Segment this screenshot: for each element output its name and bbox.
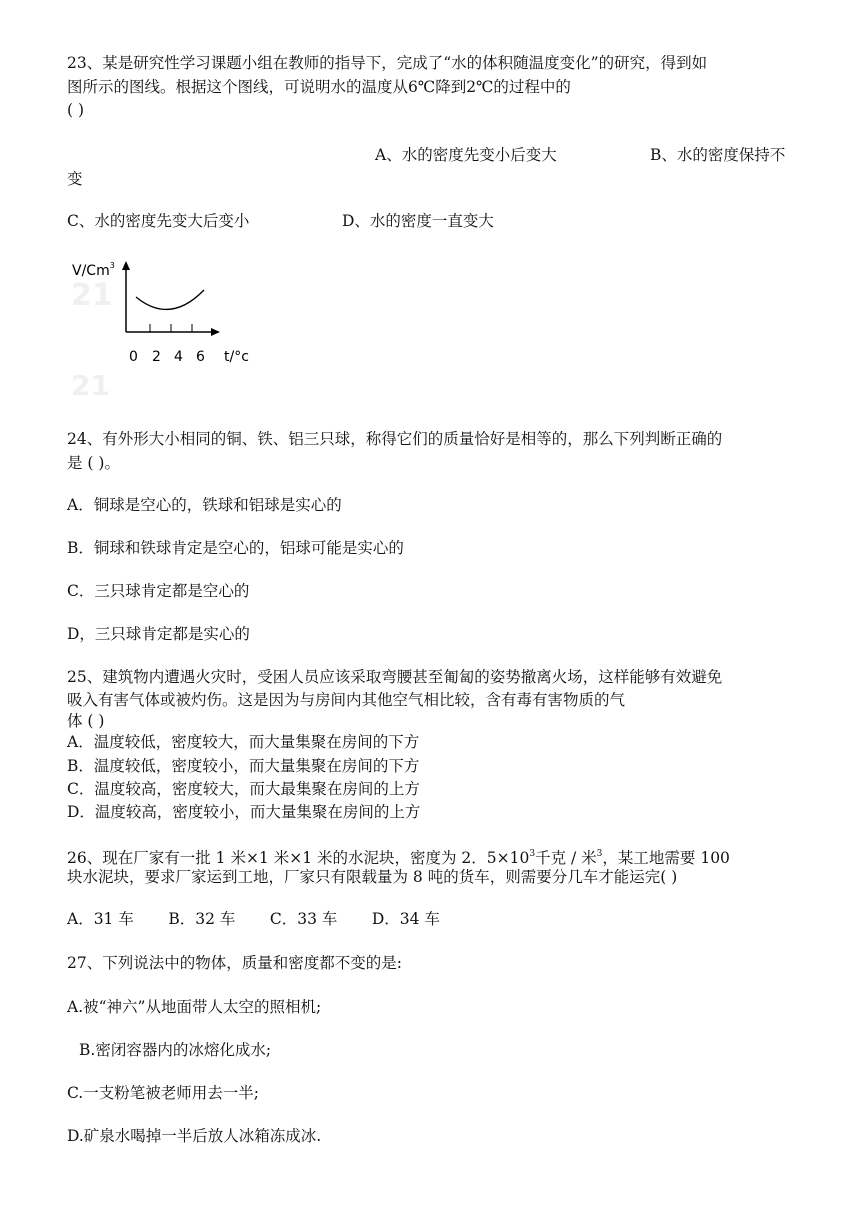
q23-option-b: B、水的密度保持不: [650, 146, 786, 164]
q23-option-b-wrap: 变: [67, 170, 83, 188]
watermark: 21: [71, 278, 113, 313]
q23-stem-line1: 23、某是研究性学习课题小组在教师的指导下，完成了“水的体积随温度变化”的研究，得到如: [67, 54, 708, 72]
q25-option-c: C．温度较高，密度较大，而大最集聚在房间的上方: [67, 780, 420, 798]
x-tick-label: 6: [196, 349, 205, 365]
volume-curve: [136, 290, 204, 309]
q24-stem-line1: 24、有外形大小相同的铜、铁、铝三只球，称得它们的质量恰好是相等的，那么下列判断正确的: [67, 430, 723, 448]
q23-answer-blank: ( ): [67, 101, 85, 119]
x-axis-label: t/°c: [224, 349, 249, 365]
q25-stem-line1: 25、建筑物内遭遇火灾时，受困人员应该采取弯腰甚至匍匐的姿势撤离火场，这样能够有效避免: [67, 668, 723, 686]
q24-option-c: C．三只球肯定都是空心的: [67, 582, 250, 600]
q25-option-d: D．温度较高，密度较小，而大量集聚在房间的上方: [67, 803, 421, 821]
y-axis-label: V/Cm$^3$: [72, 261, 115, 279]
q25-stem-line3: 体 ( ): [67, 712, 105, 730]
q23-option-a: A、水的密度先变小后变大: [375, 146, 557, 164]
q27-option-d: D.矿泉水喝掉一半后放人冰箱冻成冰.: [67, 1127, 322, 1145]
watermark-2: 21: [71, 369, 110, 395]
q23-option-c: C、水的密度先变大后变小: [67, 212, 250, 230]
x-tick-label: 4: [174, 349, 183, 365]
q23-option-d: D、水的密度一直变大: [342, 212, 494, 230]
q24-option-a: A．铜球是空心的，铁球和铝球是实心的: [67, 496, 342, 514]
volume-temperature-graph: [66, 255, 296, 395]
y-axis-arrow: [122, 261, 130, 270]
q24-option-d: D，三只球肯定都是实心的: [67, 625, 250, 643]
q27-stem: 27、下列说法中的物体，质量和密度都不变的是:: [67, 954, 402, 972]
q26-stem-line1: 26、现在厂家有一批 1 米×1 米×1 米的水泥块，密度为 2．$5\times 10^3$千克 / 米$^3$，某工地需要 100: [67, 849, 730, 867]
q25-option-a: A．温度较低，密度较大，而大量集聚在房间的下方: [67, 733, 420, 751]
q27-option-c: C.一支粉笔被老师用去一半;: [67, 1084, 259, 1102]
q24-stem-line2: 是 ( )。: [67, 454, 120, 472]
x-tick-label: 2: [152, 349, 161, 365]
q25-stem-line2: 吸入有害气体或被灼伤。这是因为与房间内其他空气相比较，含有毒有害物质的气: [67, 691, 626, 709]
q26-options: A．31 车 B．32 车 C．33 车 D．34 车: [67, 910, 440, 928]
x-axis-arrow: [211, 328, 220, 336]
q23-stem-line2: 图所示的图线。根据这个图线，可说明水的温度从6℃降到2℃的过程中的: [67, 78, 571, 96]
q25-option-b: B．温度较低，密度较小，而大量集聚在房间的下方: [67, 757, 420, 775]
q26-stem-line2: 块水泥块，要求厂家运到工地，厂家只有限载量为 8 吨的货车，则需要分几车才能运完( ): [67, 868, 678, 886]
q27-option-b: B.密闭容器内的冰熔化成水;: [79, 1041, 272, 1059]
q27-option-a: A.被“神六”从地面带人太空的照相机;: [67, 998, 322, 1016]
x-tick-label: 0: [129, 349, 138, 365]
q24-option-b: B．铜球和铁球肯定是空心的，铝球可能是实心的: [67, 539, 404, 557]
